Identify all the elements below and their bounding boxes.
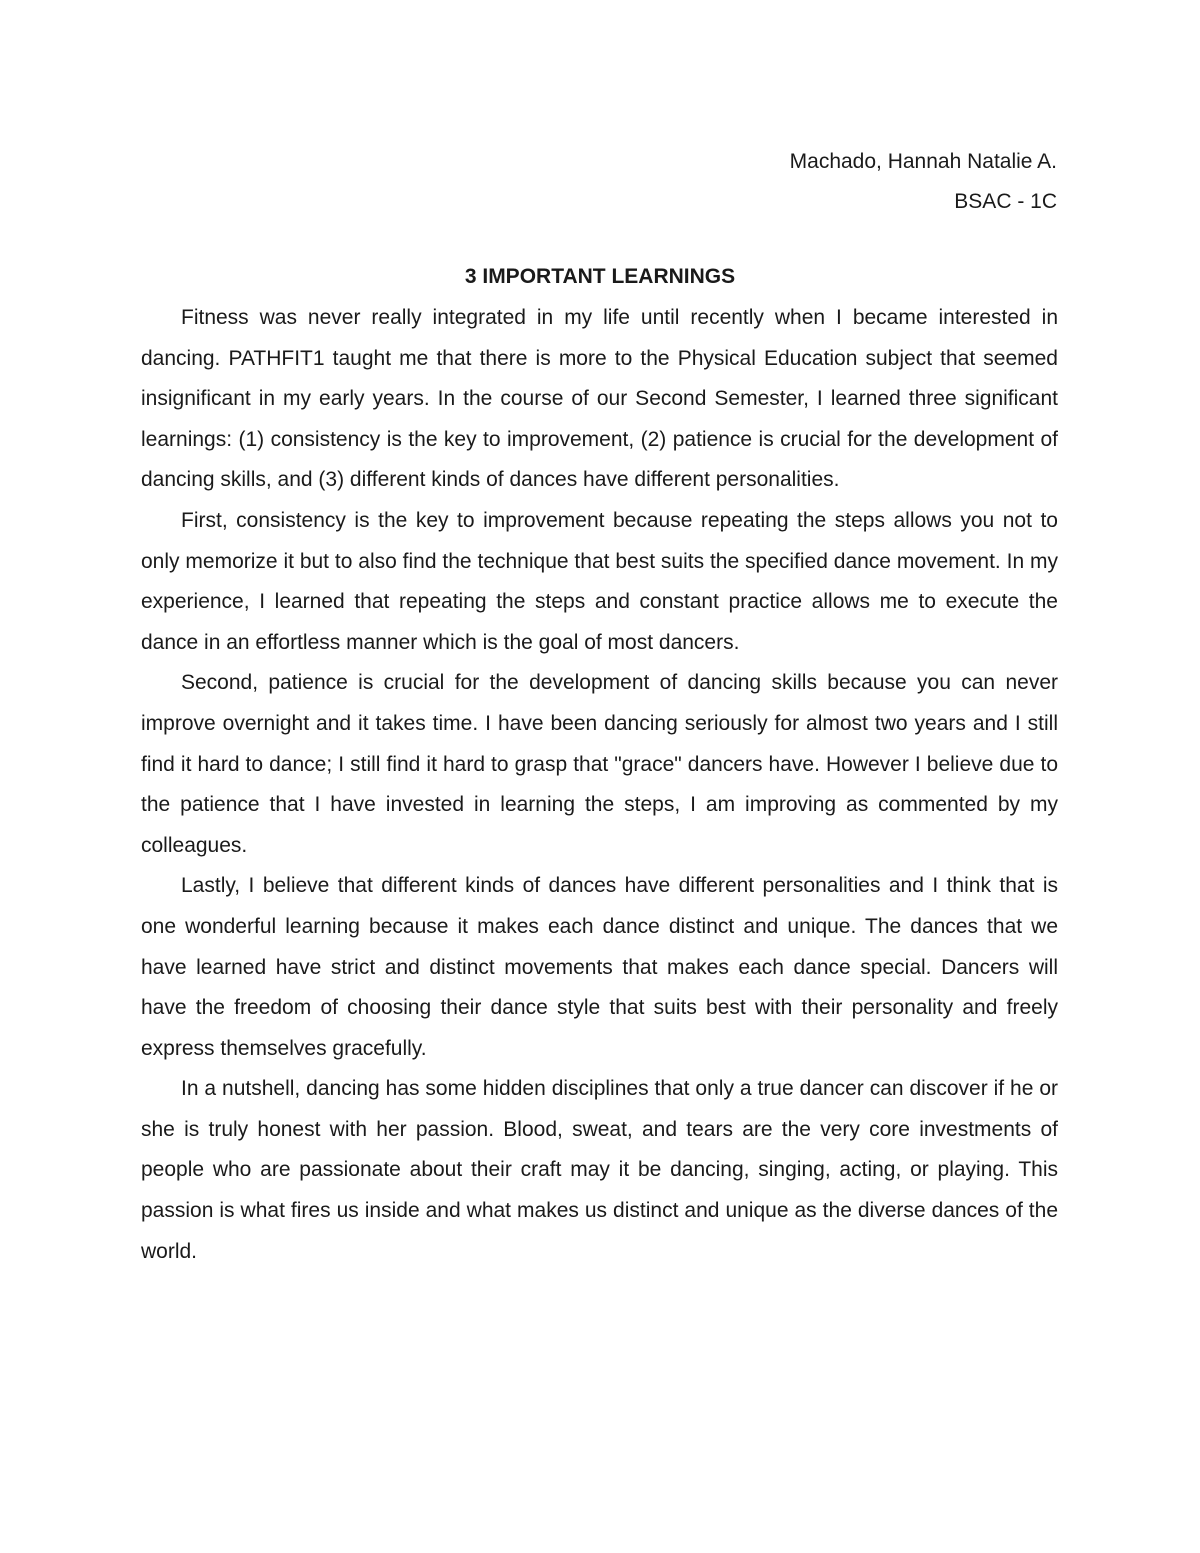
course-section: BSAC - 1C: [954, 190, 1057, 213]
essay-body: [141, 298, 1058, 1272]
author-name: Machado, Hannah Natalie A.: [789, 150, 1057, 173]
paragraph-personalities: Lastly, I believe that different kinds of dances have different personalities and I think that is one wonderful learning because it makes each dance distinct and unique. The dances that we have learned have strict and distinct movements that makes each dance special. Dancers will have the freedom of choosing their dance style that suits best with their personality and freely express themselves gracefully.: [141, 874, 1058, 1060]
paragraph-consistency: First, consistency is the key to improvement because repeating the steps allows you not to only memorize it but to also find the technique that best suits the specified dance movement. In my experience, I learned that repeating the steps and constant practice allows me to execute the dance in an effortless manner which is the goal of most dancers.: [141, 508, 1058, 654]
paragraph-conclusion: In a nutshell, dancing has some hidden disciplines that only a true dancer can discover if he or she is truly honest with her passion. Blood, sweat, and tears are the very core investments of people who are passionate about their craft may it be dancing, singing, acting, or playing. This passion is what fires us inside and what makes us distinct and unique as the diverse dances of the world.: [141, 1077, 1058, 1263]
author-header: [790, 142, 1057, 222]
essay-title: 3 IMPORTANT LEARNINGS: [464, 265, 736, 288]
paragraph-intro: Fitness was never really integrated in my life until recently when I became interested in dancing. PATHFIT1 taught me that there is more to the Physical Education subject that seemed insignificant in my early years. In the course of our Second Semester, I learned three significant learnings: (1) consistency is the key to improvement, (2) patience is crucial for the development of dancing skills, and (3) different kinds of dances have different personalities.: [141, 306, 1058, 492]
paragraph-patience: Second, patience is crucial for the development of dancing skills because you can never improve overnight and it takes time. I have been dancing seriously for almost two years and I still find it hard to dance; I still find it hard to grasp that "grace" dancers have. However I believe due to the patience that I have invested in learning the steps, I am improving as commented by my colleagues.: [141, 671, 1058, 857]
